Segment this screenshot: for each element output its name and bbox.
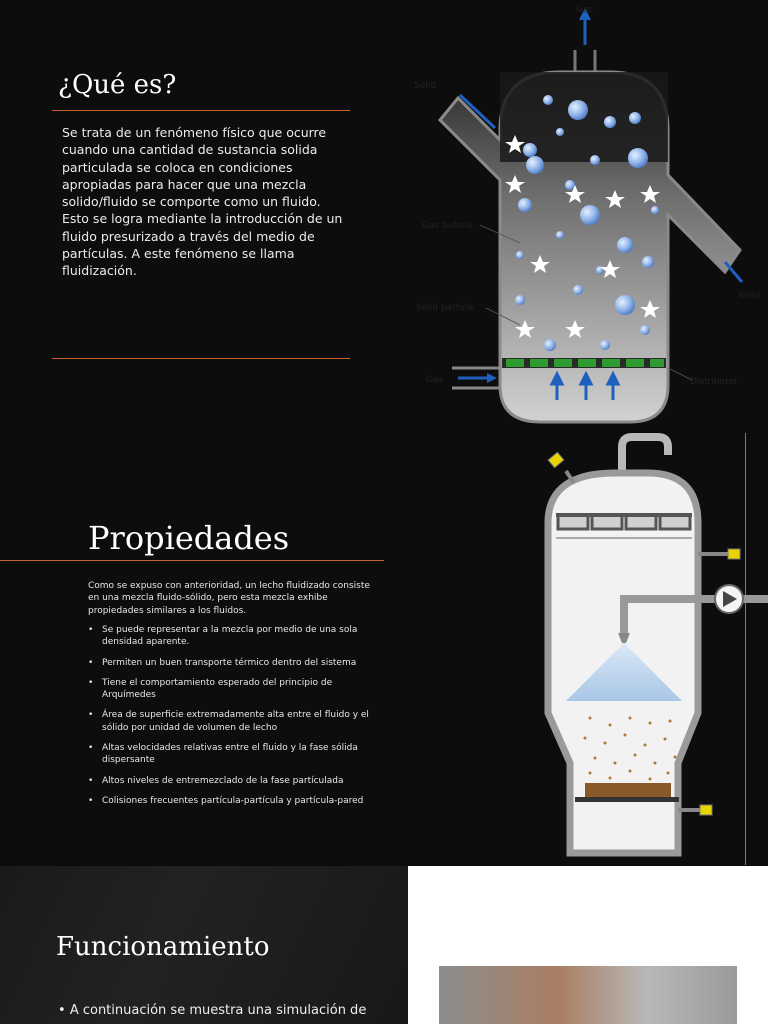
label-solid-outlet: Solid (738, 291, 760, 301)
list-item: • Colisiones frecuentes partícula-partícula y partícula-pared (88, 795, 376, 807)
spray-reactor-diagram (530, 433, 768, 865)
slide-title: Propiedades (88, 519, 290, 557)
label-gas-inlet: Gas (426, 375, 444, 385)
title-underline (52, 110, 350, 111)
simulation-image (439, 966, 737, 1024)
label-solid-particle: Solid particle (416, 303, 475, 313)
label-gas-bubble: Gas bubble (422, 221, 473, 231)
light-panel (408, 866, 768, 1024)
fluidized-bed-diagram (400, 0, 768, 432)
list-item: • Altos niveles de entremezclado de la fase partículada (88, 775, 376, 787)
list-item: • Tiene el comportamiento esperado del principio de Arquímedes (88, 677, 376, 702)
slide-funcionamiento (0, 866, 768, 1024)
bottom-rule (52, 358, 350, 359)
bullet-text: A continuación se muestra una simulación de (69, 1003, 367, 1018)
list-item: • Altas velocidades relativas entre el fluido y la fase sólida dispersante (88, 742, 376, 767)
definition-text: Se trata de un fenómeno físico que ocurre cuando una cantidad de sustancia solida particulada se coloca en condiciones apropiadas para hacer que una mezcla solido/fluido se comporte como un fluido. Esto se logra mediante la introducción de un fluido presurizado a través del medio de partículas. A este fenómeno se llama fluidización. (62, 125, 343, 279)
label-distributor: Distributor (690, 377, 739, 387)
label-solid-inlet: Solid (414, 81, 436, 91)
slide-propiedades (0, 433, 768, 865)
slide-title: Funcionamiento (56, 932, 270, 962)
slide-title: ¿Qué es? (58, 70, 177, 100)
list-item: • Se puede representar a la mezcla por medio de una sola densidad aparente. (88, 624, 376, 649)
intro-text: Como se expuso con anterioridad, un lecho fluidizado consiste en una mezcla fluido-sólido, pero esta mezcla exhibe propiedades similares a los fluidos. (88, 581, 370, 616)
slide-que-es (0, 0, 768, 432)
properties-list (88, 624, 376, 815)
list-item: • Área de superficie extremadamente alta entre el fluido y el sólido por unidad de volumen de lecho (88, 709, 376, 734)
list-item: • A continuación se muestra una simulación de (58, 1003, 367, 1018)
title-underline (0, 560, 384, 561)
list-item: • Permiten un buen transporte térmico dentro del sistema (88, 657, 376, 669)
label-gas-outlet: Gas (576, 5, 594, 15)
